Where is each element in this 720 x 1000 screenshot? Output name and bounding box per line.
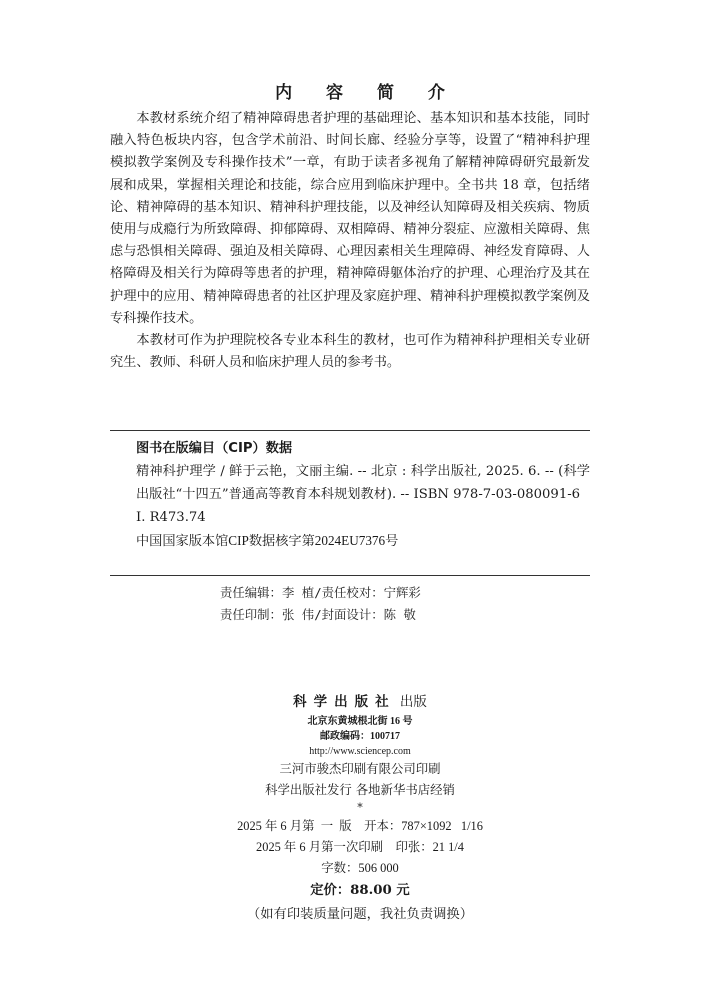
- edition-line: 2025 年 6 月第 一 版 开本：787×1092 1/16: [237, 819, 483, 833]
- word-count: 字数：506 000: [321, 861, 399, 875]
- divider-bottom: [110, 575, 590, 576]
- cip-entry: 精神科护理学 / 鲜于云艳，文丽主编. -- 北京 : 科学出版社, 2025. 6. -- (科学出版社“十四五”普通高等教育本科规划教材). -- ISBN 978-7-03-080091-6: [136, 464, 590, 502]
- separator-star: *: [357, 801, 363, 814]
- publisher-postcode: 邮政编码：100717: [320, 731, 400, 742]
- credits-line-2: 责任印制：张 伟/封面设计：陈 敬: [220, 607, 416, 622]
- publisher-line: [0, 690, 720, 714]
- publisher-address: 北京东黄城根北街 16 号: [307, 716, 413, 727]
- publisher-logo: 科学出版社: [293, 694, 396, 710]
- quality-notice: （如有印装质量问题，我社负责调换）: [246, 907, 474, 922]
- cip-record-number: 中国国家版本馆CIP数据核字第2024EU7376号: [136, 533, 399, 548]
- publisher-website: http://www.sciencep.com: [309, 746, 411, 757]
- cip-block: [136, 437, 590, 552]
- price: 定价：88.00 元: [310, 883, 410, 898]
- intro-paragraph-1: 本教材系统介绍了精神障碍患者护理的基础理论、基本知识和基本技能，同时融入特色板块内容，包含学术前沿、时间长廊、经验分享等，设置了“精神科护理模拟教学案例及专科操作技术”一章，有助于读者多视角了解精神障碍研究最新发展和成果，掌握相关理论和技能，综合应用到临床护理中。全书共 18 章，包括绪论、精神障碍的基本知识、精神科护理技能，以及神经认知障碍及相关疾病、物质使用与成瘾行为所致障碍、抑郁障碍、双相障碍、精神分裂症、应激相关障碍、焦虑与恐惧相关障碍、强迫及相关障碍、心理因素相关生理障碍、神经发育障碍、人格障碍及相关行为障碍等患者的护理，精神障碍躯体治疗的护理、心理治疗及其在护理中的应用、精神障碍患者的社区护理及家庭护理、精神科护理模拟教学案例及专科操作技术。: [110, 111, 590, 326]
- intro-paragraph-2: 本教材可作为护理院校各专业本科生的教材，也可作为精神科护理相关专业研究生、教师、科研人员和临床护理人员的参考书。: [110, 333, 590, 371]
- cip-classification: Ⅰ. R473.74: [136, 510, 206, 525]
- credits-line-1: 责任编辑：李 植/责任校对：宁辉彩: [220, 585, 421, 600]
- printer-line: 三河市骏杰印刷有限公司印刷: [279, 761, 441, 776]
- divider-top: [110, 430, 590, 431]
- distribution-line: 科学出版社发行 各地新华书店经销: [265, 781, 455, 797]
- intro-body: [110, 108, 590, 374]
- intro-title: 内 容 简 介: [275, 83, 459, 103]
- cip-heading: 图书在版编目（CIP）数据: [136, 441, 293, 456]
- publisher-block: [0, 690, 720, 927]
- printing-line: 2025 年 6 月第一次印刷 印张：21 1/4: [256, 840, 464, 854]
- editorial-credits: [220, 582, 520, 626]
- publisher-suffix: 出版: [399, 694, 427, 710]
